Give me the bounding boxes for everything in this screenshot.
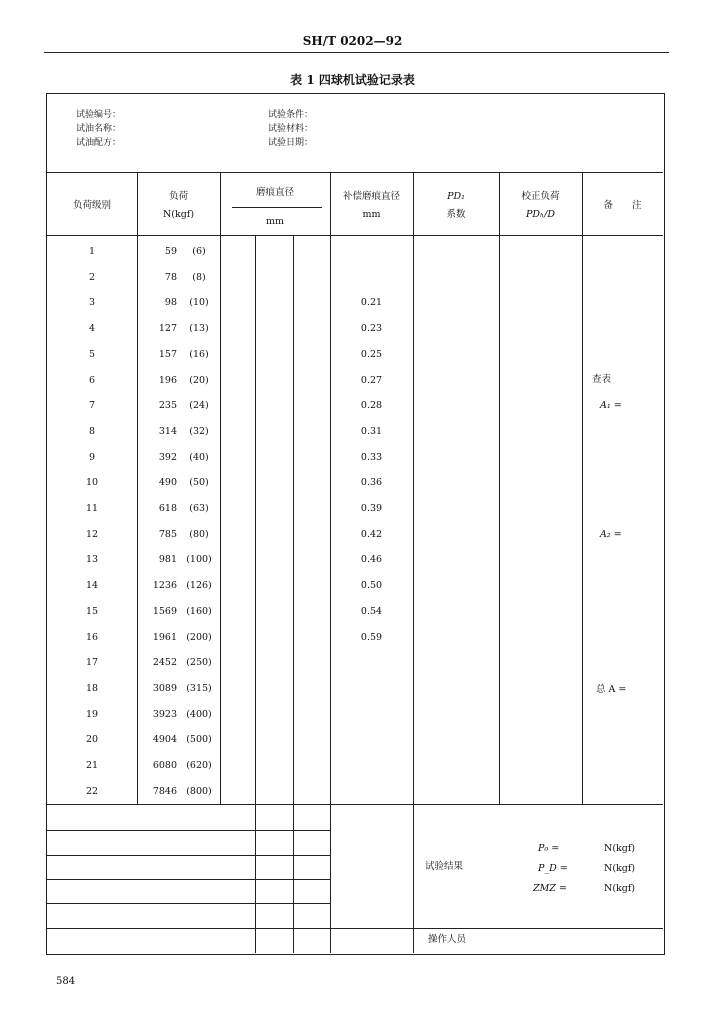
row-load-kgf: (100) (186, 554, 212, 565)
row-grade: 15 (85, 606, 99, 617)
row-grade: 14 (85, 580, 99, 591)
col-line-5 (499, 172, 500, 804)
row-comp-scar: 0.28 (360, 400, 383, 411)
row-load-kgf: (620) (186, 760, 212, 771)
info-test-material: 试验材料： (268, 124, 314, 134)
result-zmz: ZMZ = (533, 883, 567, 894)
row-grade: 18 (85, 683, 99, 694)
row-load-n: 1961 (152, 632, 177, 643)
row-load-kgf: (40) (189, 452, 209, 463)
result-pd-unit: N(kgf) (604, 863, 636, 874)
row-load-n: 4904 (152, 734, 177, 745)
row-load-kgf: (250) (186, 657, 212, 668)
col-line-1 (137, 172, 138, 804)
row-load-kgf: (500) (186, 734, 212, 745)
row-load-kgf: (10) (189, 297, 209, 308)
scar-unit-rule (232, 207, 322, 208)
row-grade: 20 (85, 734, 99, 745)
row-comp-scar: 0.42 (360, 529, 383, 540)
row-load-kgf: (200) (186, 632, 212, 643)
row-grade: 9 (88, 452, 96, 463)
row-load-kgf: (400) (186, 709, 212, 720)
row-comp-scar: 0.36 (360, 477, 383, 488)
row-comp-scar (330, 656, 413, 670)
blank-rule-4 (47, 903, 330, 904)
row-load-kgf: (24) (189, 400, 209, 411)
page-number: 584 (56, 976, 76, 987)
col-line-4 (413, 172, 414, 953)
row-load-n: 7846 (152, 786, 177, 797)
row-grade: 19 (85, 709, 99, 720)
result-pd: P_D = (538, 863, 568, 874)
row-load-n: 314 (158, 426, 177, 437)
col-comp-unit: mm (362, 209, 381, 220)
row-comp-scar: 0.27 (360, 375, 383, 386)
col-comp: 补偿磨痕直径 (342, 191, 400, 202)
remark-a2: A₂ = (600, 529, 622, 540)
row-load-n: 78 (164, 272, 177, 283)
info-oil-formula: 试油配方： (76, 138, 122, 148)
row-load-kgf: (80) (189, 529, 209, 540)
result-zmz-unit: N(kgf) (604, 883, 636, 894)
row-load-n: 490 (158, 477, 177, 488)
row-comp-scar (330, 759, 413, 773)
result-label: 试验结果 (425, 861, 464, 872)
row-load-kgf: (315) (186, 683, 212, 694)
row-comp-scar: 0.39 (360, 503, 383, 514)
row-load-n: 1236 (152, 580, 177, 591)
bottom-section-rule (47, 804, 663, 805)
info-test-condition: 试验条件： (268, 110, 314, 120)
col-grade: 负荷级别 (72, 200, 111, 211)
row-grade: 22 (85, 786, 99, 797)
row-comp-scar: 0.54 (360, 606, 383, 617)
row-load-n: 785 (158, 529, 177, 540)
col-pd1: PD₁ (447, 191, 465, 202)
table-title: 表 1 四球机试验记录表 (290, 73, 415, 87)
info-right (268, 108, 313, 150)
row-load-n: 1569 (152, 606, 177, 617)
row-comp-scar: 0.31 (360, 426, 383, 437)
operator-label: 操作人员 (428, 934, 467, 945)
blank-rule-2 (47, 855, 330, 856)
row-load-kgf: (13) (189, 323, 209, 334)
row-load-n: 3923 (152, 709, 177, 720)
row-grade: 16 (85, 632, 99, 643)
row-grade: 8 (88, 426, 96, 437)
standard-header: SH/T 0202—92 (302, 34, 403, 48)
row-load-kgf: (32) (189, 426, 209, 437)
col-scar-unit: mm (265, 216, 285, 227)
info-left (76, 108, 121, 150)
table-frame (46, 93, 665, 955)
row-comp-scar (330, 271, 413, 285)
row-comp-scar: 0.46 (360, 554, 383, 565)
row-load-n: 3089 (152, 683, 177, 694)
col-corr-sub: PDₕ/D (526, 209, 555, 220)
row-load-n: 2452 (152, 657, 177, 668)
row-grade: 12 (85, 529, 99, 540)
row-load-n: 196 (158, 375, 177, 386)
remark-a1: A₁ = (600, 400, 622, 411)
col-line-2 (220, 172, 221, 804)
row-comp-scar: 0.21 (360, 297, 383, 308)
info-oil-name: 试油名称： (76, 124, 122, 134)
row-load-kgf: (20) (189, 375, 209, 386)
row-comp-scar (330, 785, 413, 799)
row-load-n: 6080 (152, 760, 177, 771)
header-top-rule (47, 172, 663, 173)
row-grade: 5 (88, 349, 96, 360)
row-load-n: 618 (158, 503, 177, 514)
row-comp-scar (330, 245, 413, 259)
row-grade: 13 (85, 554, 99, 565)
row-grade: 11 (85, 503, 99, 514)
row-grade: 21 (85, 760, 99, 771)
row-load-n: 981 (158, 554, 177, 565)
row-load-kgf: (63) (189, 503, 209, 514)
remark-total: 总 A = (596, 684, 627, 695)
row-load-kgf: (800) (186, 786, 212, 797)
col-remark: 备 注 (603, 200, 642, 211)
row-grade: 1 (88, 246, 96, 257)
row-comp-scar: 0.50 (360, 580, 383, 591)
col-line-scar-a (255, 235, 256, 953)
row-comp-scar: 0.23 (360, 323, 383, 334)
row-load-n: 235 (158, 400, 177, 411)
col-scar: 磨痕直径 (255, 187, 294, 198)
row-grade: 2 (88, 272, 96, 283)
col-line-scar-b (293, 235, 294, 953)
row-comp-scar: 0.25 (360, 349, 383, 360)
row-grade: 7 (88, 400, 96, 411)
operator-rule (47, 928, 663, 929)
row-grade: 3 (88, 297, 96, 308)
row-load-n: 157 (158, 349, 177, 360)
col-load: 负荷 (168, 191, 188, 202)
col-line-6 (582, 172, 583, 804)
row-load-n: 392 (158, 452, 177, 463)
row-comp-scar: 0.33 (360, 452, 383, 463)
header-rule (44, 52, 669, 53)
remark-lookup: 查表 (592, 374, 612, 385)
info-test-date: 试验日期： (268, 138, 314, 148)
row-comp-scar (330, 708, 413, 722)
row-comp-scar: 0.59 (360, 632, 383, 643)
row-grade: 4 (88, 323, 96, 334)
blank-rule-3 (47, 879, 330, 880)
info-test-no: 试验编号： (76, 110, 122, 120)
header-bottom-rule (47, 235, 663, 236)
row-grade: 17 (85, 657, 99, 668)
col-pd1-sub: 系数 (446, 209, 466, 220)
row-comp-scar (330, 682, 413, 696)
row-load-n: 127 (158, 323, 177, 334)
row-comp-scar (330, 733, 413, 747)
row-load-kgf: (160) (186, 606, 212, 617)
result-p0: P₀ = (538, 843, 560, 854)
col-load-unit: N(kgf) (162, 209, 195, 220)
row-grade: 6 (88, 375, 96, 386)
row-load-n: 59 (164, 246, 177, 257)
row-load-kgf: (8) (192, 272, 206, 283)
row-load-kgf: (16) (189, 349, 209, 360)
col-corr: 校正负荷 (521, 191, 560, 202)
row-load-kgf: (126) (186, 580, 212, 591)
row-grade: 10 (85, 477, 99, 488)
row-load-kgf: (6) (192, 246, 206, 257)
blank-rule-1 (47, 830, 330, 831)
row-load-n: 98 (164, 297, 177, 308)
result-p0-unit: N(kgf) (604, 843, 636, 854)
row-load-kgf: (50) (189, 477, 209, 488)
